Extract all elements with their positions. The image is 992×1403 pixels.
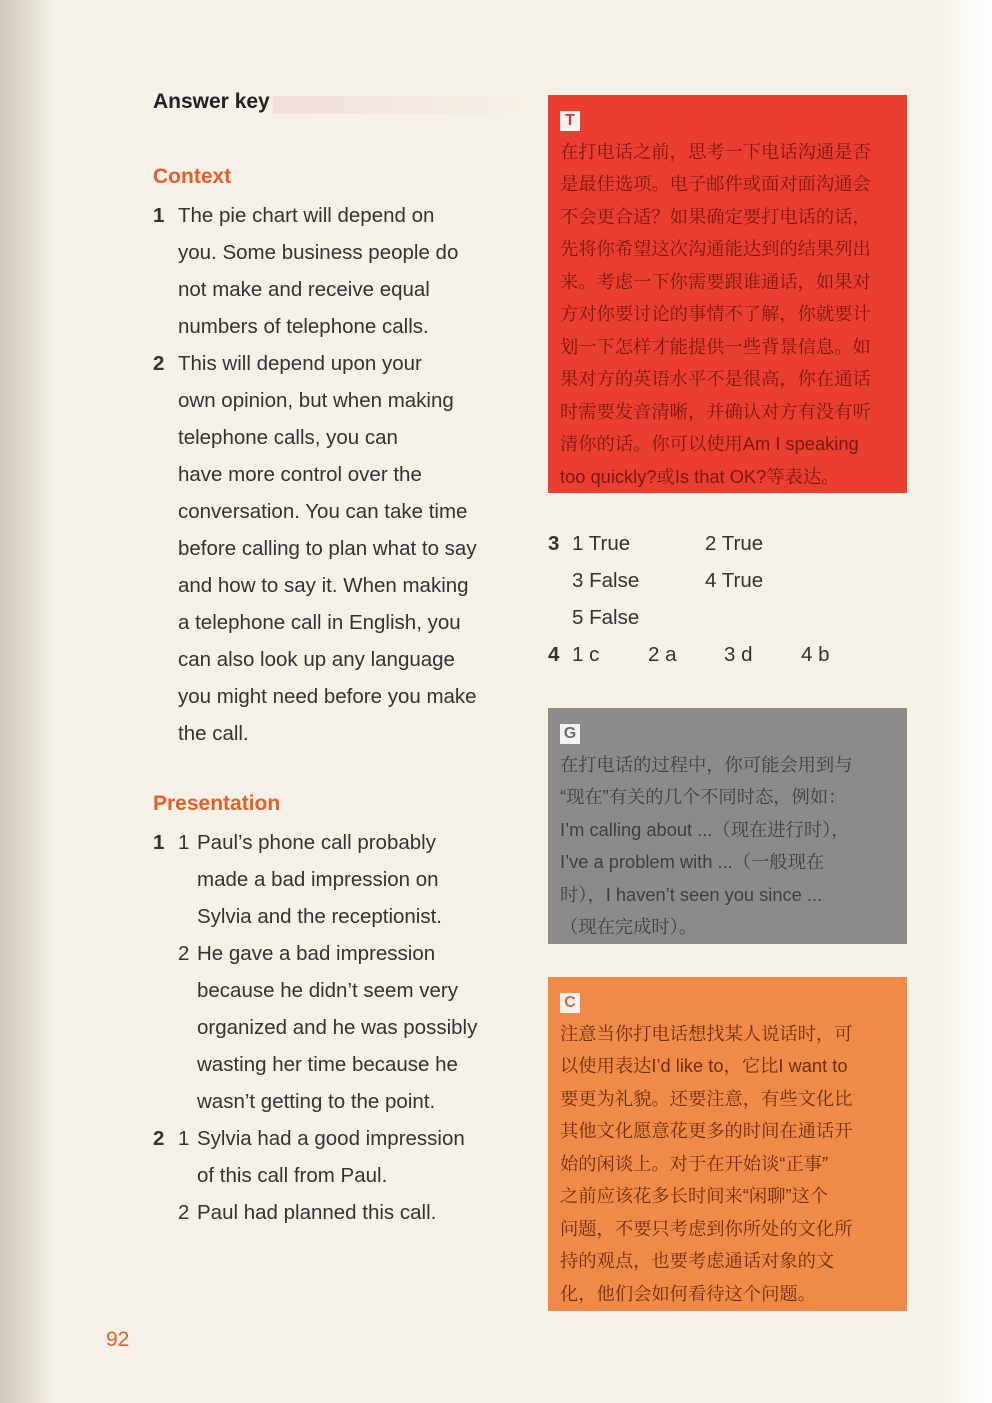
line: 不会更合适？如果确定要打电话的话，	[560, 205, 871, 227]
answer: 2 a	[648, 643, 677, 666]
line: of this call from Paul.	[197, 1164, 388, 1187]
line: wasting her time because he	[197, 1053, 458, 1076]
answers-3-4	[548, 525, 908, 673]
book-spine-shadow	[0, 0, 54, 1403]
line: you. Some business people do	[178, 241, 459, 264]
line: you might need before you make	[178, 685, 477, 708]
sub-item	[178, 1120, 533, 1194]
line: 在打电话的过程中，你可能会用到与	[560, 753, 853, 775]
tip-box-t	[548, 95, 907, 493]
item-number: 2	[153, 1127, 165, 1150]
line: because he didn’t seem very	[197, 979, 458, 1002]
line: Sylvia had a good impression	[197, 1127, 465, 1150]
line: own opinion, but when making	[178, 389, 454, 412]
line: can also look up any language	[178, 648, 455, 671]
line: 在打电话之前，思考一下电话沟通是否	[560, 140, 871, 162]
line: 始的闲谈上。对于在开始谈“正事”	[560, 1152, 829, 1174]
line: 方对你要讨论的事情不了解，你就要计	[560, 303, 871, 324]
item-number: 1	[153, 204, 165, 227]
item-number: 4	[548, 643, 560, 666]
line: 来。考虑一下你需要跟谁通话，如果对	[560, 270, 871, 292]
line: I’m calling about ...（现在进行时），	[560, 818, 850, 840]
line: telephone calls, you can	[178, 426, 398, 449]
answer-row	[548, 599, 908, 636]
line: made a bad impression on	[197, 868, 439, 891]
line: 问题，不要只考虑到你所处的文化所	[560, 1217, 853, 1239]
line: and how to say it. When making	[178, 574, 469, 597]
line: （现在完成时）。	[560, 916, 698, 937]
line: conversation. You can take time	[178, 500, 468, 523]
line: “现在”有关的几个不同时态，例如：	[560, 786, 847, 807]
context-list	[153, 197, 533, 752]
line: too quickly?或Is that OK?等表达。	[560, 465, 840, 487]
answer: 4 b	[801, 643, 830, 666]
answer-row	[548, 525, 908, 562]
page-number: 92	[106, 1328, 130, 1351]
presentation-list	[153, 824, 533, 1231]
sub-item	[178, 824, 533, 935]
presentation-heading: Presentation	[153, 792, 281, 815]
line: 时需要发音清晰，并确认对方有没有听	[560, 400, 871, 422]
item-number: 2	[153, 352, 165, 375]
line: organized and he was possibly	[197, 1016, 478, 1039]
context-item-1	[153, 197, 533, 345]
answer: 1 True	[572, 532, 631, 555]
line: numbers of telephone calls.	[178, 315, 429, 338]
box-tag: C	[560, 993, 580, 1013]
sub-item-number: 1	[178, 1127, 190, 1150]
line: Paul’s phone call probably	[197, 831, 436, 854]
line: 持的观点，也要考虑通话对象的文	[560, 1250, 835, 1271]
page-title: Answer key	[153, 90, 270, 114]
line: 要更为礼貌。还要注意，有些文化比	[560, 1087, 853, 1109]
box-tag: G	[560, 724, 580, 744]
sub-item-number: 2	[178, 942, 190, 965]
line: wasn’t getting to the point.	[197, 1090, 436, 1113]
line: 化，他们会如何看待这个问题。	[560, 1282, 816, 1304]
answer-row	[548, 562, 908, 599]
line: not make and receive equal	[178, 278, 430, 301]
answer: 1 c	[572, 643, 600, 666]
line: 清你的话。你可以使用Am I speaking	[560, 433, 859, 454]
answer: 3 d	[724, 643, 753, 666]
answer-row	[548, 636, 908, 673]
sub-item-number: 1	[178, 831, 190, 854]
line: the call.	[178, 722, 249, 745]
line: 先将你希望这次沟通能达到的结果列出	[560, 238, 871, 259]
sub-item	[178, 935, 533, 1120]
page-edge	[942, 0, 992, 1403]
presentation-item-2	[153, 1120, 533, 1231]
item-number: 3	[548, 532, 560, 555]
answer: 4 True	[705, 569, 764, 592]
line: 其他文化愿意花更多的时间在通话开	[560, 1120, 853, 1141]
line: He gave a bad impression	[197, 942, 436, 965]
tip-box-c	[548, 977, 907, 1311]
context-item-2	[153, 345, 533, 752]
line: I’ve a problem with ...（一般现在	[560, 851, 825, 872]
line: The pie chart will depend on	[178, 204, 435, 227]
line: 果对方的英语水平不是很高，你在通话	[560, 368, 871, 389]
box-tag: T	[560, 111, 580, 131]
line: 以使用表达I’d like to，它比I want to	[560, 1055, 848, 1076]
line: 注意当你打电话想找某人说话时，可	[560, 1022, 853, 1044]
title-highlight	[273, 96, 543, 114]
answer: 5 False	[572, 606, 640, 629]
line: 时），I haven’t seen you since ...	[560, 883, 823, 905]
answer: 3 False	[572, 569, 640, 592]
line: before calling to plan what to say	[178, 537, 477, 560]
presentation-item-1	[153, 824, 533, 1120]
sub-item	[178, 1194, 533, 1231]
line: have more control over the	[178, 463, 422, 486]
line: Paul had planned this call.	[197, 1201, 437, 1224]
item-number: 1	[153, 831, 165, 854]
tip-box-g	[548, 708, 907, 944]
line: a telephone call in English, you	[178, 611, 461, 634]
line: 是最佳选项。电子邮件或面对面沟通会	[560, 173, 871, 194]
line: Sylvia and the receptionist.	[197, 905, 442, 928]
context-heading: Context	[153, 165, 232, 188]
sub-item-number: 2	[178, 1201, 190, 1224]
line: 划一下怎样才能提供一些背景信息。如	[560, 335, 871, 357]
line: This will depend upon your	[178, 352, 422, 375]
line: 之前应该花多长时间来“闲聊”这个	[560, 1185, 829, 1206]
answer: 2 True	[705, 532, 764, 555]
